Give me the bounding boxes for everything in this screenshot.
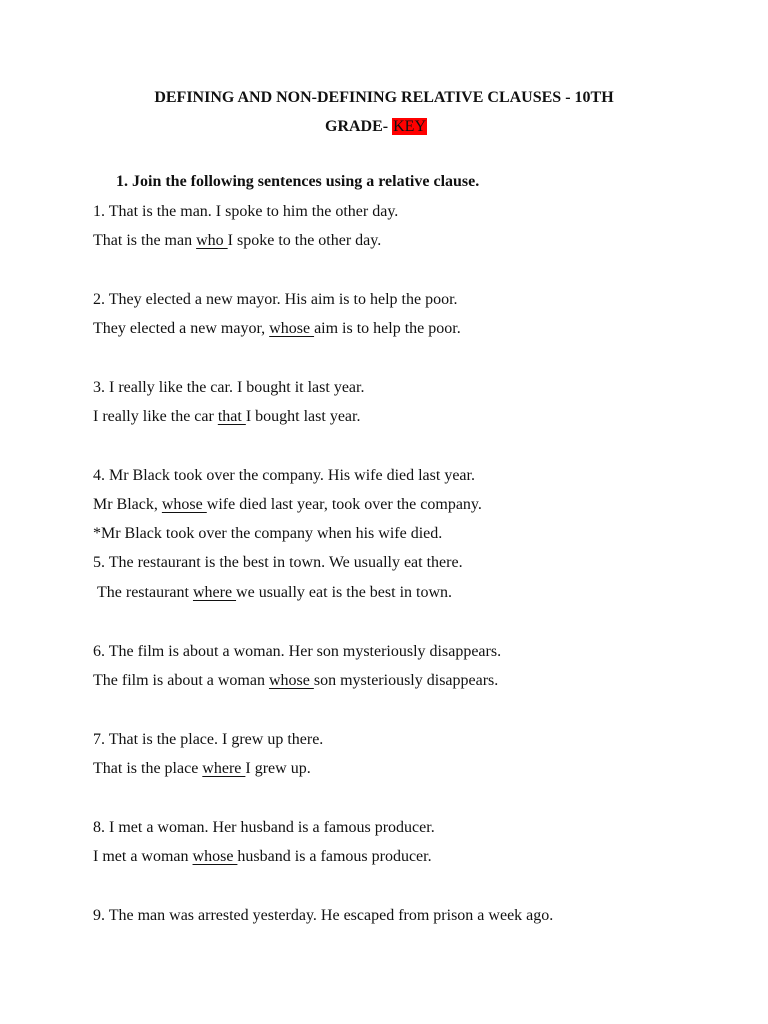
relative-pronoun: who <box>196 232 228 249</box>
question-8: 8. I met a woman. Her husband is a famous producer. <box>93 819 435 836</box>
relative-pronoun: whose <box>161 496 207 513</box>
grade-label: GRADE- <box>325 118 393 135</box>
relative-pronoun: whose <box>268 672 314 689</box>
answer-text: Mr Black, <box>93 496 162 513</box>
page-title-line-2 <box>325 117 427 137</box>
page-title: DEFINING AND NON-DEFINING RELATIVE CLAUSES - 10TH <box>154 89 614 106</box>
question-4: 4. Mr Black took over the company. His wife died last year. <box>93 467 475 484</box>
answer-text: I really like the car <box>93 408 218 425</box>
question-3: 3. I really like the car. I bought it last year. <box>93 379 365 396</box>
answer-text: we usually eat is the best in town. <box>236 584 453 601</box>
answer-1 <box>93 231 381 251</box>
answer-6 <box>93 671 498 691</box>
answer-text: The film is about a woman <box>93 672 269 689</box>
relative-pronoun: that <box>217 408 246 425</box>
question-5: 5. The restaurant is the best in town. We usually eat there. <box>93 554 463 571</box>
question-1: 1. That is the man. I spoke to him the other day. <box>93 203 399 220</box>
answer-text: I met a woman <box>93 848 193 865</box>
question-9: 9. The man was arrested yesterday. He escaped from prison a week ago. <box>93 907 554 924</box>
relative-pronoun: whose <box>269 320 315 337</box>
key-badge: KEY <box>393 118 426 135</box>
answer-8 <box>93 847 432 867</box>
answer-5 <box>97 583 452 603</box>
answer-7 <box>93 759 311 779</box>
answer-text: That is the place <box>93 760 203 777</box>
relative-pronoun: where <box>202 760 246 777</box>
answer-4-alternative: *Mr Black took over the company when his wife died. <box>93 525 443 542</box>
answer-3 <box>93 407 360 427</box>
answer-text: husband is a famous producer. <box>237 848 432 865</box>
answer-text: son mysteriously disappears. <box>313 672 499 689</box>
relative-pronoun: where <box>192 584 237 601</box>
answer-4 <box>93 495 482 515</box>
answer-text: The restaurant <box>97 584 193 601</box>
answer-text: I spoke to the other day. <box>227 232 382 249</box>
answer-2 <box>93 319 461 339</box>
answer-text: I grew up. <box>245 760 311 777</box>
answer-text: I bought last year. <box>245 408 361 425</box>
question-7: 7. That is the place. I grew up there. <box>93 731 324 748</box>
question-6: 6. The film is about a woman. Her son mysteriously disappears. <box>93 643 502 660</box>
answer-text: That is the man <box>93 232 197 249</box>
answer-text: wife died last year, took over the company. <box>206 496 482 513</box>
exercise-heading: 1. Join the following sentences using a relative clause. <box>116 173 480 190</box>
answer-text: They elected a new mayor, <box>93 320 270 337</box>
question-2: 2. They elected a new mayor. His aim is to help the poor. <box>93 291 458 308</box>
relative-pronoun: whose <box>192 848 238 865</box>
answer-text: aim is to help the poor. <box>314 320 461 337</box>
